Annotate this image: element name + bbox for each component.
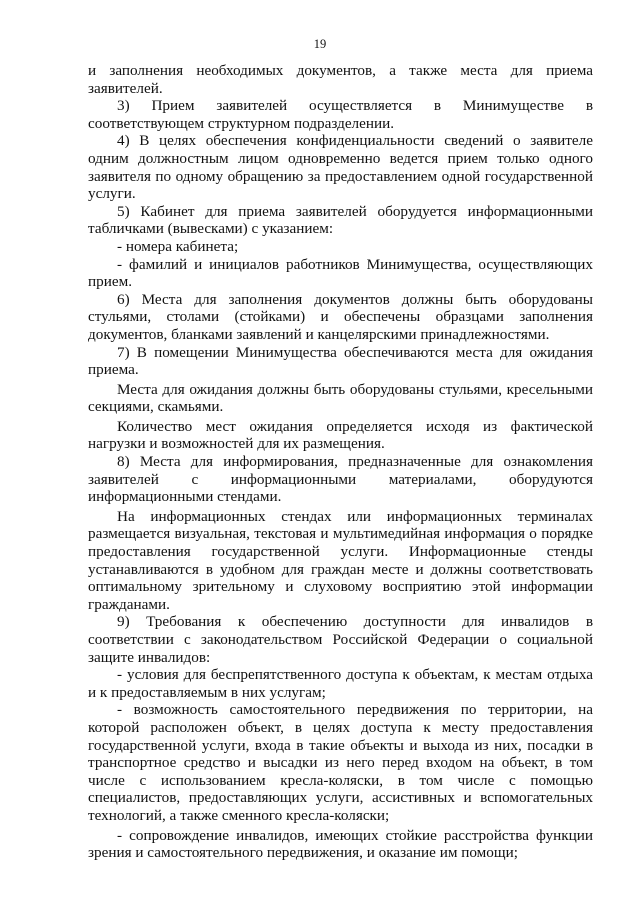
paragraph: 6) Места для заполнения документов должны быть оборудованы стульями, столами (стойками) и обеспечены образцами заполнения документов, бланками заявлений и канцелярскими принадлежностями. bbox=[88, 290, 593, 343]
paragraph: Количество мест ожидания определяется исходя из фактической нагрузки и возможностей для их размещения. bbox=[88, 417, 593, 453]
list-item: - сопровождение инвалидов, имеющих стойкие расстройства функции зрения и самостоятельного передвижения, и оказание им помощи; bbox=[88, 826, 593, 862]
document-body bbox=[88, 62, 593, 862]
list-item: - номера кабинета; bbox=[117, 237, 239, 255]
paragraph: 8) Места для информирования, предназначенные для ознакомления заявителей с информационными материалами, оборудуются информационными стендами. bbox=[88, 453, 593, 506]
page-number: 19 bbox=[313, 37, 327, 51]
list-item: - фамилий и инициалов работников Минимущества, осуществляющих прием. bbox=[88, 255, 593, 291]
paragraph: Места для ожидания должны быть оборудованы стульями, кресельными секциями, скамьями. bbox=[88, 380, 593, 416]
paragraph: 4) В целях обеспечения конфиденциальности сведений о заявителе одним должностным лицом одновременно ведется прием только одного заявителя по одному обращению за предоставлением одной государственной услуги. bbox=[88, 132, 593, 203]
list-item: - возможность самостоятельного передвижения по территории, на которой расположен объект, в целях доступа к месту предоставления государственной услуги, входа в такие объекты и выхода из них, посадки в транспортное средство и высадки из него перед входом на объект, в том числе с использованием кресла-коляски, в том числе с помощью специалистов, предоставляющих услуги, ассистивных и вспомогательных технологий, а также сменного кресла-коляски; bbox=[88, 701, 593, 824]
paragraph: На информационных стендах или информационных терминалах размещается визуальная, текстовая и мультимедийная информация о порядке предоставления государственной услуги. Информационные стенды устанавливаются в удобном для граждан месте и должны соответствовать оптимальному зрительному и слуховому восприятию этой информации гражданами. bbox=[88, 507, 593, 613]
paragraph: 9) Требования к обеспечению доступности для инвалидов в соответствии с законодательством Российской Федерации о социальной защите инвалидов: bbox=[88, 613, 593, 666]
paragraph: и заполнения необходимых документов, а также места для приема заявителей. bbox=[88, 62, 593, 97]
paragraph: 3) Прием заявителей осуществляется в Минимуществе в соответствующем структурном подразделении. bbox=[88, 97, 593, 132]
paragraph: 7) В помещении Минимущества обеспечиваются места для ожидания приема. bbox=[88, 343, 593, 379]
list-item: - условия для беспрепятственного доступа к объектам, к местам отдыха и к предоставляемым в них услугам; bbox=[88, 666, 593, 701]
paragraph: 5) Кабинет для приема заявителей оборудуется информационными табличками (вывесками) с указанием: bbox=[88, 202, 593, 238]
